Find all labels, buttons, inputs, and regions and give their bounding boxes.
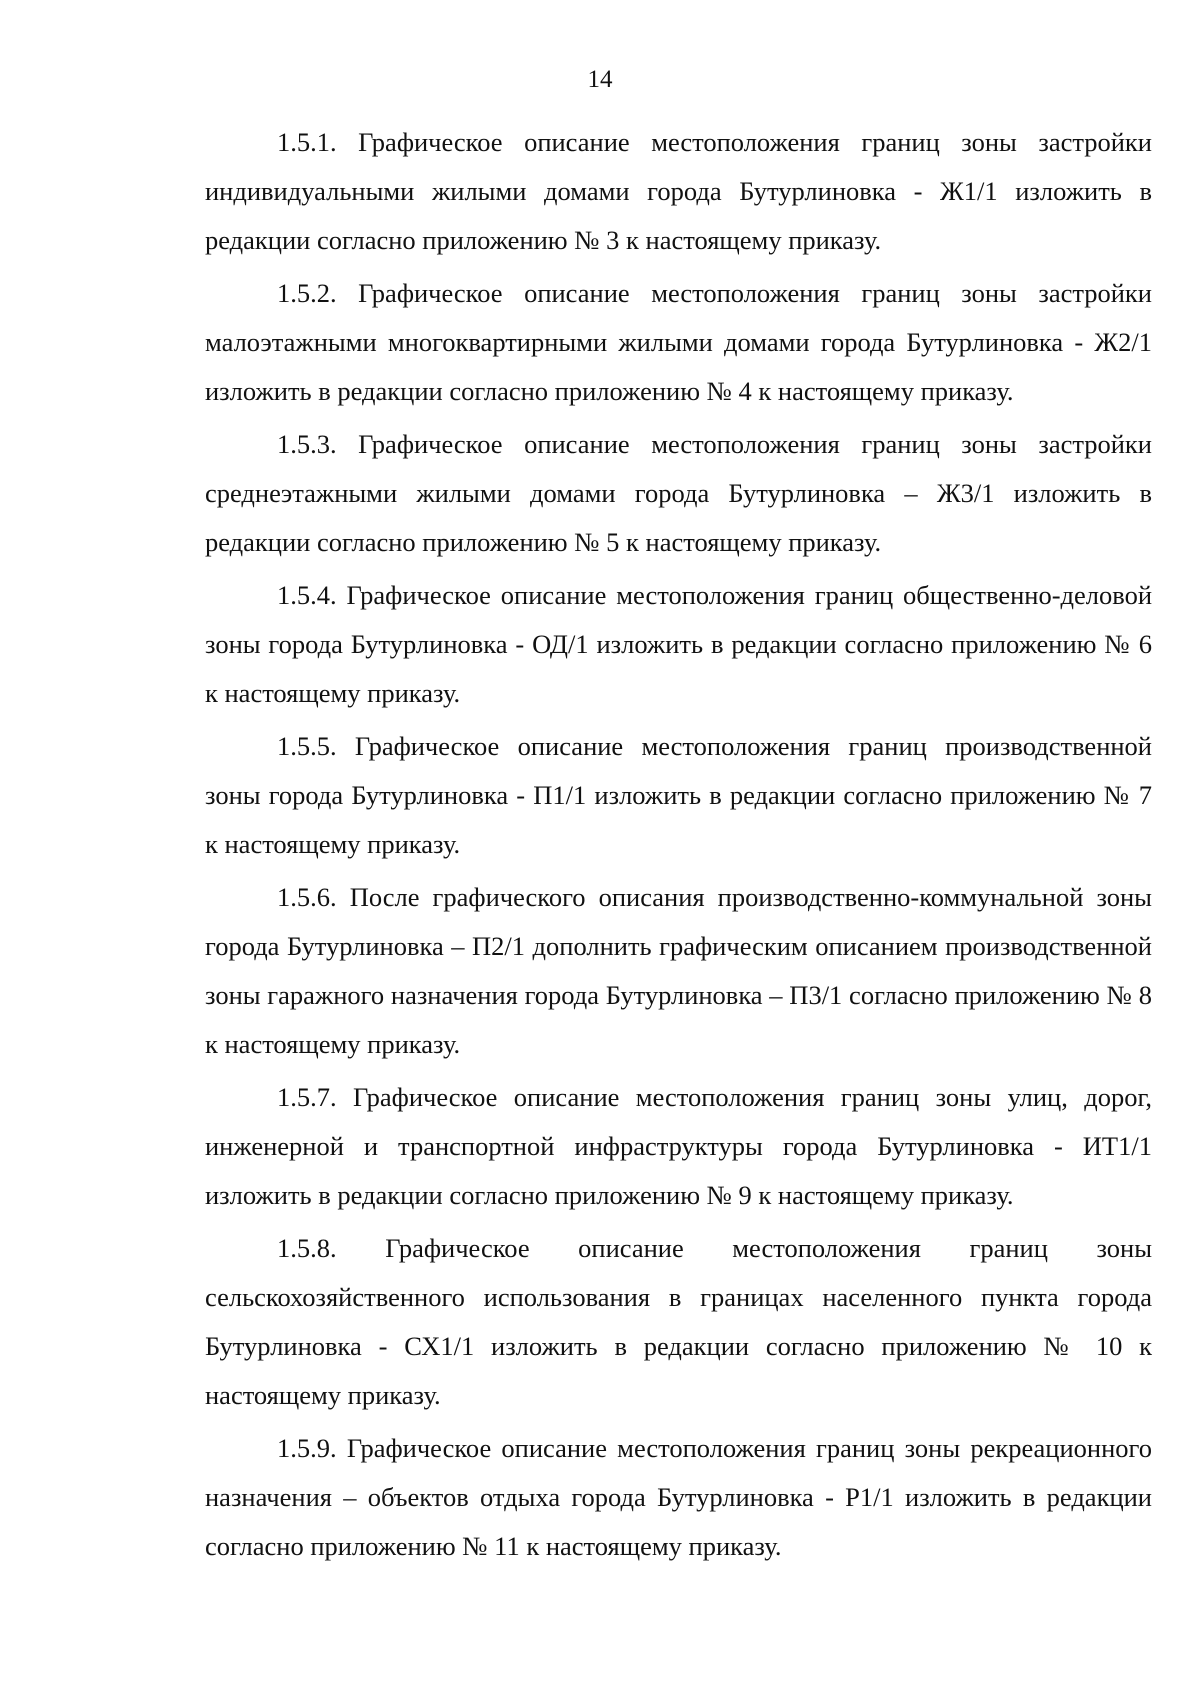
page-number: 14 bbox=[587, 66, 613, 93]
paragraph-1-5-9: 1.5.9. Графическое описание местоположения границ зоны рекреационного назначения – объектов отдыха города Бутурлиновка - Р1/1 изложить в редакции согласно приложению № 11 к настоящему приказу. bbox=[205, 1433, 1152, 1561]
paragraph-1-5-8: 1.5.8. Графическое описание местоположения границ зоны сельскохозяйственного использования в границах населенного пункта города Бутурлиновка - СХ1/1 изложить в редакции согласно приложению № 10 к настоящему приказу. bbox=[205, 1233, 1152, 1410]
document-body bbox=[205, 118, 1152, 1571]
paragraph-1-5-3: 1.5.3. Графическое описание местоположения границ зоны застройки среднеэтажными жилыми домами города Бутурлиновка – Ж3/1 изложить в редакции согласно приложению № 5 к настоящему приказу. bbox=[205, 429, 1152, 557]
paragraph-1-5-5: 1.5.5. Графическое описание местоположения границ производственной зоны города Бутурлиновка - П1/1 изложить в редакции согласно приложению № 7 к настоящему приказу. bbox=[205, 731, 1152, 859]
paragraph-1-5-2: 1.5.2. Графическое описание местоположения границ зоны застройки малоэтажными многоквартирными жилыми домами города Бутурлиновка - Ж2/1 изложить в редакции согласно приложению № 4 к настоящему приказу. bbox=[205, 278, 1152, 406]
paragraph-1-5-7: 1.5.7. Графическое описание местоположения границ зоны улиц, дорог, инженерной и транспортной инфраструктуры города Бутурлиновка - ИТ1/1 изложить в редакции согласно приложению № 9 к настоящему приказу. bbox=[205, 1082, 1152, 1210]
paragraph-1-5-1: 1.5.1. Графическое описание местоположения границ зоны застройки индивидуальными жилыми домами города Бутурлиновка - Ж1/1 изложить в редакции согласно приложению № 3 к настоящему приказу. bbox=[205, 127, 1152, 255]
paragraph-1-5-4: 1.5.4. Графическое описание местоположения границ общественно-деловой зоны города Бутурлиновка - ОД/1 изложить в редакции согласно приложению № 6 к настоящему приказу. bbox=[205, 580, 1152, 708]
paragraph-1-5-6: 1.5.6. После графического описания производственно-коммунальной зоны города Бутурлиновка – П2/1 дополнить графическим описанием производственной зоны гаражного назначения города Бутурлиновка – П3/1 согласно приложению № 8 к настоящему приказу. bbox=[205, 882, 1152, 1059]
